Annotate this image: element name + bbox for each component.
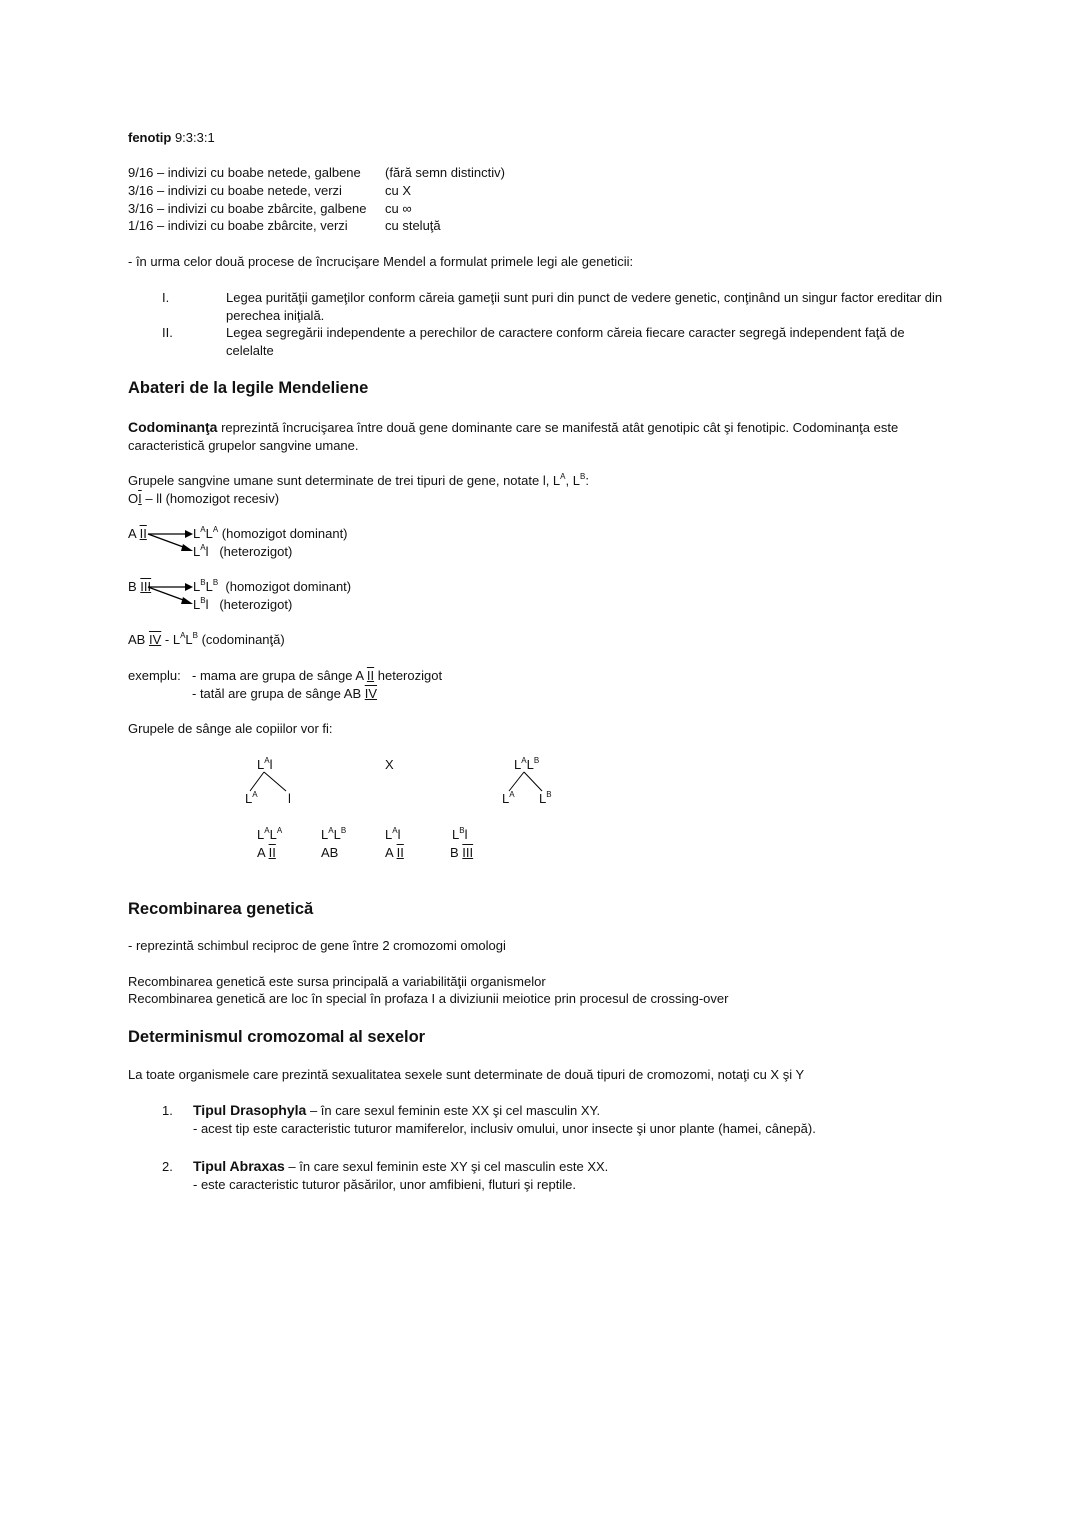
- cross-x: X: [385, 757, 394, 772]
- gamete-la: $L^A$: [245, 790, 258, 806]
- phenotype-mark: cu steluţă: [385, 218, 441, 233]
- example-label: exemplu:: [128, 668, 181, 683]
- codominance-paragraph: Codominanţa reprezintă încrucişarea între două gene dominante care se manifestă atât genotipic cât şi fenotipic. Codominanţa este caracteristică grupelor sangvine umane.: [128, 419, 899, 453]
- children-title: Grupele de sânge ale copiilor vor fi:: [128, 721, 333, 736]
- type-number: 1.: [162, 1103, 173, 1118]
- example-mother: - mama are grupa de sânge A II heterozigot: [192, 668, 443, 683]
- type-abraxas: Tipul Abraxas – în care sexul feminin este XY şi cel masculin este XX.: [193, 1158, 609, 1174]
- offspring-group: A II: [257, 845, 276, 860]
- blood-group-a-label: A II: [128, 526, 147, 541]
- law-text: Legea purităţii gameţilor conform căreia gameţii sunt puri din punct de vedere genetic, conţinând un singur factor ereditar din perechea iniţială.: [226, 290, 943, 323]
- offspring-group: A II: [385, 845, 404, 860]
- genotype-b-homo: $L^BL^B$ (homozigot dominant): [193, 578, 352, 594]
- gamete-lb: $L^B$: [539, 790, 552, 806]
- blood-group-b-label: B III: [128, 579, 152, 594]
- blood-group-ab: AB IV - $L^AL^B$ (codominanţă): [128, 631, 285, 647]
- offspring-genotype: $L^AL^B$: [321, 826, 347, 842]
- codominance-term: Codominanţa: [128, 419, 218, 435]
- phenotype-ratio: 9/16 – indivizi cu boabe netede, galbene: [128, 165, 361, 180]
- genotype-a-homo: $L^AL^A$ (homozigot dominant): [193, 525, 348, 541]
- offspring-genotype: $L^AL^A$: [257, 826, 283, 842]
- law-text: Legea segregării independente a perechilor de caractere conform căreia fiecare caracter segregă independent faţă de celelalte: [226, 325, 905, 358]
- phenotype-mark: cu ∞: [385, 201, 412, 216]
- offspring-group: AB: [321, 845, 339, 860]
- fenotip-label: fenotip: [128, 130, 172, 145]
- section-title-determinism: Determinismul cromozomal al sexelor: [128, 1028, 426, 1046]
- offspring-group: B III: [450, 845, 474, 860]
- type-description: - este caracteristic tuturor păsărilor, unor amfibieni, fluturi şi reptile.: [193, 1177, 576, 1192]
- genotype-a-hetero: $L^Al$ (heterozigot): [193, 543, 293, 559]
- fenotip-ratio: 9:3:3:1: [174, 130, 215, 145]
- sex-intro: La toate organismele care prezintă sexualitatea sexele sunt determinate de două tipuri de cromozomi, notaţi cu X şi Y: [128, 1067, 805, 1082]
- offspring-genotype: $L^Bl$: [452, 826, 468, 842]
- recomb-line: Recombinarea genetică are loc în special în profaza I a diviziunii meiotice prin procesul de crossing-over: [128, 991, 729, 1006]
- gamete-la: $L^A$: [502, 790, 515, 806]
- law-number: II.: [162, 325, 173, 340]
- type-description: - acest tip este caracteristic tuturor mamiferelor, inclusiv omului, unor insecte şi unor plante (hamei, cânepă).: [193, 1121, 816, 1136]
- arrow-icon: [146, 580, 196, 608]
- genotype-b-hetero: $L^Bl$ (heterozigot): [193, 596, 293, 612]
- laws-intro: - în urma celor două procese de încrucişare Mendel a formulat primele legi ale geneticii:: [128, 254, 634, 269]
- fenotip-line: [128, 129, 215, 147]
- parent-mother-genotype: $L^Al$: [257, 756, 273, 772]
- phenotype-ratio: 1/16 – indivizi cu boabe zbârcite, verzi: [128, 218, 348, 233]
- phenotype-ratio: 3/16 – indivizi cu boabe zbârcite, galbene: [128, 201, 367, 216]
- blood-intro: Grupele sangvine umane sunt determinate de trei tipuri de gene, notate l, $L^A$, $L^B$:: [128, 472, 589, 488]
- gamete-l: l: [288, 791, 291, 806]
- offspring-genotype: $L^Al$: [385, 826, 401, 842]
- phenotype-mark: (fără semn distinctiv): [385, 165, 505, 180]
- law-number: I.: [162, 290, 170, 305]
- parent-father-genotype: $L^AL^B$: [514, 756, 540, 772]
- recomb-line: Recombinarea genetică este sursa principală a variabilităţii organismelor: [128, 974, 546, 989]
- recomb-definition: - reprezintă schimbul reciproc de gene între 2 cromozomi omologi: [128, 938, 506, 953]
- section-title-abateri: Abateri de la legile Mendeliene: [128, 379, 369, 397]
- example-father: - tatăl are grupa de sânge AB IV: [192, 686, 378, 701]
- type-drasophyla: Tipul Drasophyla – în care sexul feminin este XX şi cel masculin XY.: [193, 1102, 601, 1118]
- phenotype-mark: cu X: [385, 183, 412, 198]
- phenotype-ratio: 3/16 – indivizi cu boabe netede, verzi: [128, 183, 342, 198]
- arrow-icon: [146, 527, 196, 555]
- section-title-recombinare: Recombinarea genetică: [128, 900, 314, 918]
- blood-group-o: OI – ll (homozigot recesiv): [128, 491, 280, 506]
- type-number: 2.: [162, 1159, 173, 1174]
